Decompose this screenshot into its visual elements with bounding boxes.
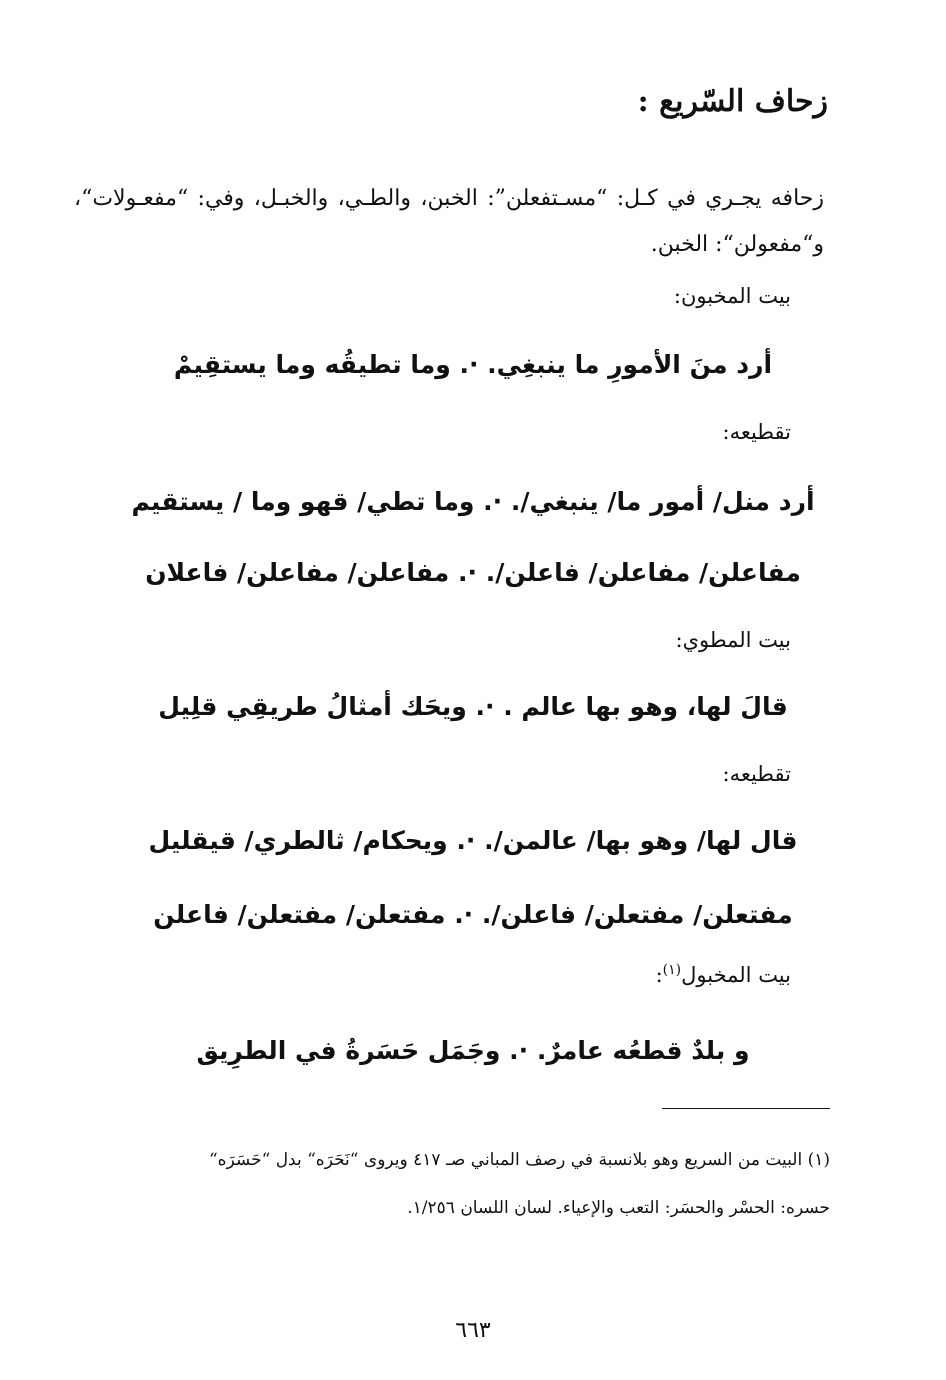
section-label-makhbool-text: بيت المخبول	[681, 963, 791, 987]
verse-makhbool: و بلدٌ قطعُه عامرٌ. ·. وجَمَل حَسَرةُ في الطرِيق	[196, 1036, 750, 1065]
footnote-marker: (١)	[662, 962, 682, 978]
footnote-line-1: (١) البيت من السريع وهو بلانسبة في رصف المباني صـ ٤١٧ ويروى “نَحَرَه“ بدل “حَسَرَه“	[208, 1150, 830, 1170]
meter-matwi: مفتعلن/ مفتعلن/ فاعلن/. ·. مفتعلن/ مفتعلن/ فاعلن	[153, 900, 793, 929]
meter-makhboon: مفاعلن/ مفاعلن/ فاعلن/. ·. مفاعلن/ مفاعلن/ فاعلان	[145, 558, 801, 587]
page-title: زحاف السّريع :	[637, 84, 828, 119]
intro-paragraph: زحافه يجـري في كـل: “مسـتفعلن”: الخبن، والطـي، والخبـل، وفي: “مفعـولات“، و“مفعولن“: الخبن.	[74, 186, 824, 257]
verse-makhboon: أرد منَ الأمورِ ما ينبغِي. ·. وما تطيقُه وما يستقِيمْ	[173, 350, 773, 379]
section-label-makhbool	[656, 962, 791, 987]
scansion-matwi: قال لها/ وهو بها/ عالمن/. ·. ويحكام/ ثالطري/ قيقليل	[148, 826, 798, 855]
section-label-makhbool-colon: :	[655, 963, 663, 987]
section-label-matwi: بيت المطوي:	[675, 628, 791, 652]
section-label-makhboon: بيت المخبون:	[673, 284, 791, 308]
verse-matwi: قالَ لها، وهو بها عالم . ·. ويحَك أمثالُ طريقِي قلِيل	[158, 692, 788, 721]
page-number: ٦٦٣	[455, 1318, 491, 1343]
footnote-divider	[662, 1108, 830, 1109]
scansion-makhboon: أرد منل/ أمور ما/ ينبغي/. ·. وما تطي/ قهو وما / يستقيم	[131, 487, 815, 516]
scansion-label-matwi: تقطيعه:	[722, 762, 791, 786]
footnote-line-2: حسره: الحسْر والحسَر: التعب والإعياء. لسان اللسان ١/٢٥٦.	[407, 1198, 830, 1218]
scansion-label-makhboon: تقطيعه:	[722, 420, 791, 444]
